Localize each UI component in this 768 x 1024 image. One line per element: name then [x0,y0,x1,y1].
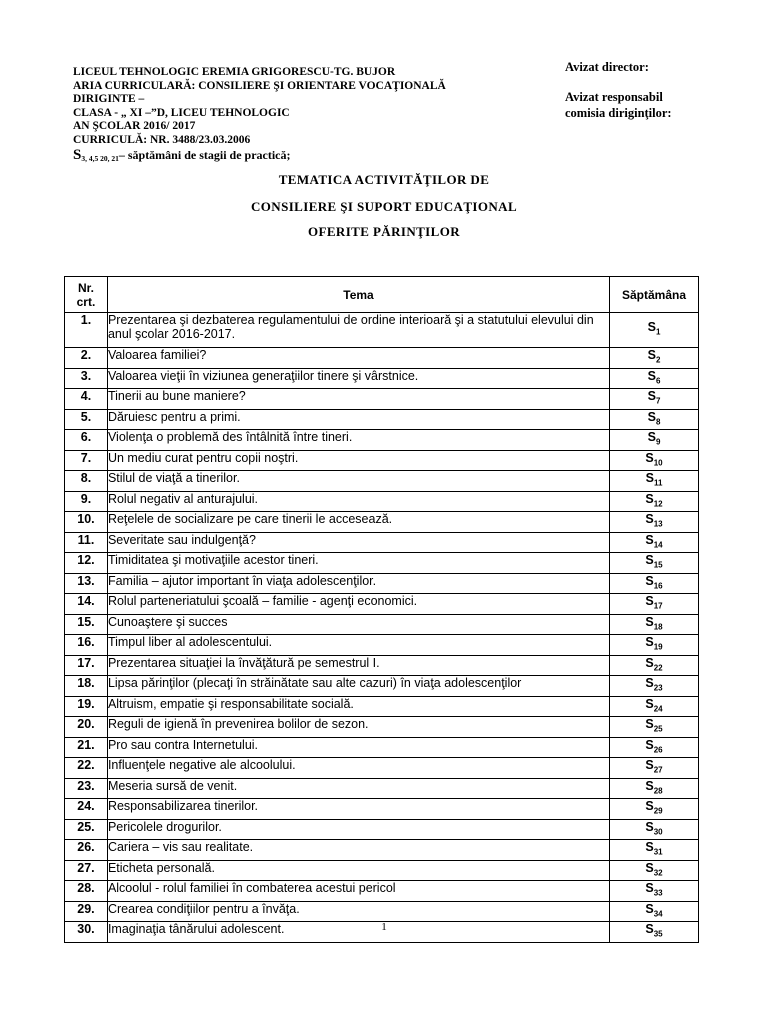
week-letter: S [645,717,654,731]
row-topic: Influenţele negative ale alcoolului. [107,758,609,779]
week-letter: S [645,881,654,895]
row-week [610,553,699,574]
week-letter: S [645,471,654,485]
header-nr-line2: crt. [76,294,96,309]
row-topic: Cariera – vis sau realitate. [107,840,609,861]
table-row [65,532,699,553]
header-line: ARIA CURRICULARĂ: CONSILIERE ŞI ORIENTARE VOCAŢIONALĂ [73,79,446,92]
row-week [610,655,699,676]
week-number: 11 [653,478,663,488]
table-row [65,368,699,389]
row-number: 30. [65,922,108,943]
table-row [65,860,699,881]
week-number: 26 [653,745,663,754]
table-row [65,594,699,615]
row-week [610,573,699,594]
table-row [65,450,699,471]
row-week [610,409,699,430]
row-week [610,313,699,348]
page-number: 1 [381,921,387,933]
row-topic: Lipsa părinţilor (plecaţi în străinătate sau alte cazuri) în viaţa adolescenţilor [107,676,609,697]
row-number: 6. [65,430,108,451]
week-letter: S [645,450,654,465]
row-number: 23. [65,778,108,799]
row-number: 17. [65,655,108,676]
table-row [65,819,699,840]
practice-weeks-note [73,146,513,166]
week-number: 29 [653,806,663,816]
table-row [65,778,699,799]
row-topic: Timpul liber al adolescentului. [107,635,609,656]
week-letter: S [645,696,654,711]
week-number: 6 [655,376,661,385]
table-row [65,471,699,492]
table-row [65,614,699,635]
week-number: 7 [655,396,661,406]
row-number: 11. [65,532,108,553]
row-topic: Un mediu curat pentru copii noştri. [107,450,609,471]
row-topic: Responsabilizarea tinerilor. [107,799,609,820]
week-number: 28 [653,786,663,795]
row-number: 18. [65,676,108,697]
week-number: 17 [653,601,663,611]
week-letter: S [645,553,654,567]
week-number: 27 [653,765,663,775]
row-week [610,594,699,615]
row-week [610,676,699,697]
row-number: 15. [65,614,108,635]
week-number: 33 [653,888,663,898]
weeks-text: – săptămâni de stagii de practică; [118,147,291,162]
row-topic: Pro sau contra Internetului. [107,737,609,758]
table-row [65,313,699,348]
approval-responsible-line2: comisia diriginţilor: [565,106,672,120]
row-week [610,881,699,902]
row-number: 12. [65,553,108,574]
row-topic: Prezentarea situaţiei la învăţătură pe semestrul I. [107,655,609,676]
week-number: 16 [653,581,663,590]
row-topic: Crearea condiţiilor pentru a învăţa. [107,901,609,922]
table-row [65,717,699,738]
row-week [610,430,699,451]
row-topic: Rolul negativ al anturajului. [107,491,609,512]
row-topic: Stilul de viaţă a tinerilor. [107,471,609,492]
row-week [610,348,699,369]
week-number: 8 [655,417,661,426]
row-week [610,860,699,881]
row-week [610,532,699,553]
table-row [65,491,699,512]
row-week [610,450,699,471]
week-letter: S [647,409,656,424]
table-row [65,901,699,922]
week-letter: S [645,778,654,793]
weeks-list: 3, 4,5 20, 21 [81,153,119,163]
row-topic: Rolul parteneriatului şcoală – familie - agenţi economici. [107,594,609,615]
table-row [65,758,699,779]
table-row [65,512,699,533]
week-letter: S [645,840,654,854]
week-letter: S [645,799,654,813]
week-letter: S [645,676,654,690]
table-header-row [65,277,699,313]
document-title-line3: OFERITE PĂRINŢILOR [307,224,461,239]
row-topic: Reţelele de socializare pe care tinerii le accesează. [107,512,609,533]
row-number: 2. [65,348,108,369]
row-week [610,368,699,389]
row-week [610,389,699,410]
row-topic: Severitate sau indulgenţă? [107,532,609,553]
week-number: 25 [653,724,663,734]
row-week [610,737,699,758]
row-topic: Reguli de igienă în prevenirea bolilor de sezon. [107,717,609,738]
week-number: 1 [655,327,661,337]
row-week [610,491,699,512]
document-title-line1: TEMATICA ACTIVITĂŢILOR DE [278,172,490,187]
row-topic: Timiditatea şi motivaţiile acestor tineri. [107,553,609,574]
row-topic: Tinerii au bune maniere? [107,389,609,410]
week-number: 24 [653,704,663,713]
table-row [65,676,699,697]
row-topic: Cunoaştere şi succes [107,614,609,635]
week-number: 32 [653,868,663,877]
table-row [65,573,699,594]
approval-director: Avizat director: [565,60,649,74]
row-number: 4. [65,389,108,410]
week-letter: S [645,758,654,772]
row-week [610,512,699,533]
row-topic: Valoarea vieţii în viziunea generaţiilor tinere şi vârstnice. [107,368,609,389]
row-number: 13. [65,573,108,594]
week-letter: S [645,512,654,526]
week-number: 13 [653,519,663,529]
document-title-line2: CONSILIERE ŞI SUPORT EDUCAŢIONAL [250,199,518,214]
table-row [65,430,699,451]
row-number: 20. [65,717,108,738]
week-letter: S [645,922,654,936]
week-number: 23 [653,683,663,693]
school-header [73,66,513,165]
week-letter: S [647,430,656,444]
table-row [65,348,699,369]
header-line: LICEUL TEHNOLOGIC EREMIA GRIGORESCU-TG. BUJOR [73,66,396,78]
weeks-prefix: S [73,146,82,163]
week-letter: S [647,368,656,383]
week-number: 2 [655,355,661,365]
row-week [610,471,699,492]
week-number: 31 [653,847,663,857]
week-letter: S [647,389,656,403]
row-number: 3. [65,368,108,389]
row-number: 25. [65,819,108,840]
row-number: 1. [65,313,108,348]
week-number: 22 [653,663,663,672]
row-topic: Dăruiesc pentru a primi. [107,409,609,430]
header-line: CLASA - „ XI –”D, LICEU TEHNOLOGIC [73,106,290,119]
table-row [65,840,699,861]
header-line: AN ŞCOLAR 2016/ 2017 [73,120,196,133]
table-row [65,696,699,717]
week-number: 34 [653,909,663,918]
activities-table [64,276,699,943]
row-number: 7. [65,450,108,471]
row-topic: Eticheta personală. [107,860,609,881]
table-row [65,881,699,902]
row-week [610,901,699,922]
approvals-block [565,59,755,121]
week-letter: S [645,819,654,834]
week-letter: S [647,320,656,335]
row-number: 27. [65,860,108,881]
table-row [65,635,699,656]
week-number: 19 [653,642,663,652]
week-letter: S [645,532,654,547]
row-topic: Alcoolul - rolul familiei în combaterea acestui pericol [107,881,609,902]
week-number: 15 [653,560,663,570]
row-number: 19. [65,696,108,717]
row-number: 8. [65,471,108,492]
row-topic: Pericolele drogurilor. [107,819,609,840]
table-row [65,409,699,430]
row-topic: Meseria sursă de venit. [107,778,609,799]
week-number: 30 [653,827,663,836]
row-topic: Prezentarea şi dezbaterea regulamentului de ordine interioară şi a statutului elevului din anul şcolar 2016-2017. [107,313,609,348]
row-topic: Valoarea familiei? [107,348,609,369]
row-number: 22. [65,758,108,779]
row-number: 24. [65,799,108,820]
row-topic: Altruism, empatie şi responsabilitate socială. [107,696,609,717]
approval-responsible-line1: Avizat responsabil [565,90,663,104]
row-number: 14. [65,594,108,615]
row-week [610,840,699,861]
week-number: 35 [653,929,663,939]
week-number: 14 [653,540,663,549]
row-week [610,717,699,738]
row-number: 10. [65,512,108,533]
table-row [65,553,699,574]
header-line: CURRICULĂ: NR. 3488/23.03.2006 [73,133,251,146]
table-row [65,655,699,676]
row-week [610,799,699,820]
header-nr [65,277,108,313]
row-number: 21. [65,737,108,758]
week-letter: S [645,737,654,752]
row-number: 29. [65,901,108,922]
week-number: 9 [655,437,661,447]
table-row [65,799,699,820]
row-week [610,819,699,840]
table-row [65,389,699,410]
row-topic: Familia – ajutor important în viaţa adolescenţilor. [107,573,609,594]
header-week: Săptămâna [610,277,699,313]
header-line: DIRIGINTE – [73,93,145,106]
week-letter: S [645,573,654,588]
week-number: 18 [653,622,663,631]
header-nr-line1: Nr. [77,280,94,295]
week-number: 10 [653,458,663,467]
header-tema: Tema [107,277,609,313]
row-number: 9. [65,491,108,512]
row-number: 28. [65,881,108,902]
row-week [610,758,699,779]
row-topic: Imaginaţia tânărului adolescent. [107,922,609,943]
week-letter: S [645,860,654,875]
row-week [610,696,699,717]
week-letter: S [647,348,656,362]
row-week [610,635,699,656]
row-topic: Violenţa o problemă des întâlnită între tineri. [107,430,609,451]
week-letter: S [645,901,654,916]
row-number: 26. [65,840,108,861]
row-number: 5. [65,409,108,430]
table-row [65,737,699,758]
week-letter: S [645,491,654,506]
row-week [610,614,699,635]
week-letter: S [645,594,654,608]
week-letter: S [645,614,654,629]
week-letter: S [645,655,654,670]
row-number: 16. [65,635,108,656]
week-number: 12 [653,499,663,508]
week-letter: S [645,635,654,649]
row-week [610,778,699,799]
